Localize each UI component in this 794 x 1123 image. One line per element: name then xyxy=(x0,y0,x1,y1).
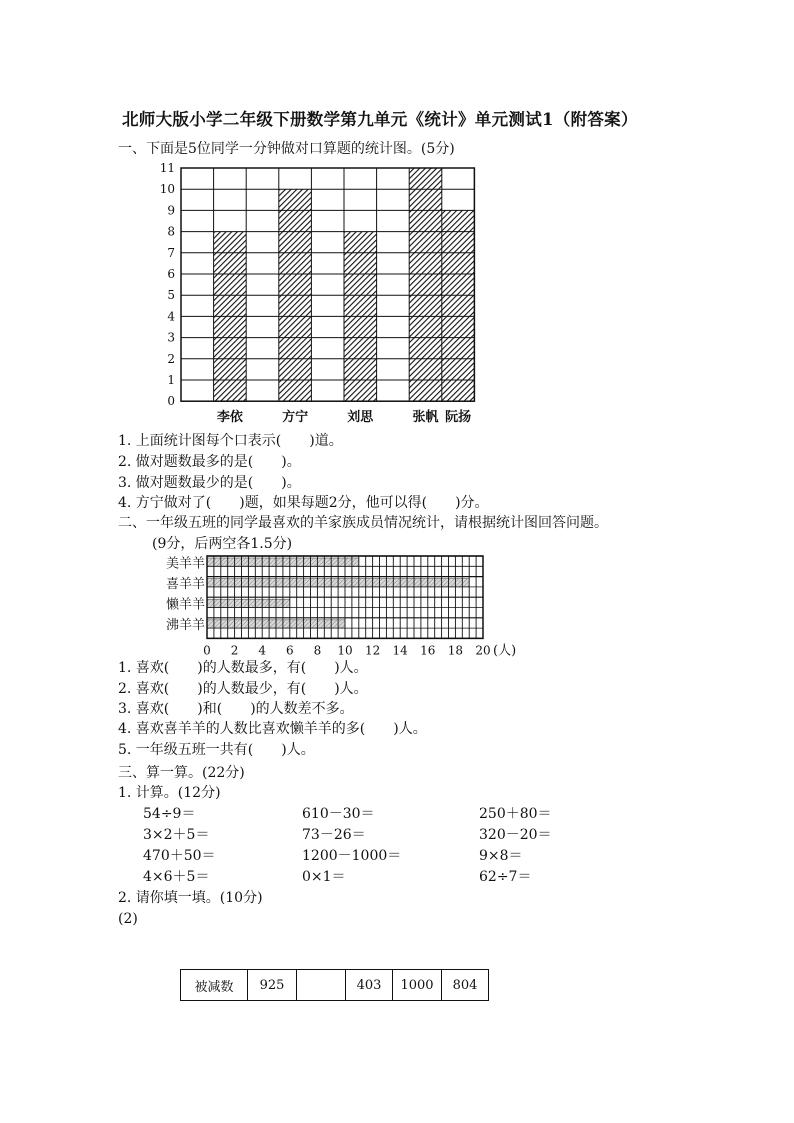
calc-item: 4×6＋5＝ xyxy=(143,869,210,885)
s1-question-3: 3. 做对题数最少的是( )。 xyxy=(118,475,301,491)
calc-item: 62÷7＝ xyxy=(479,869,532,885)
s1-question-1: 1. 上面统计图每个口表示( )道。 xyxy=(118,433,343,449)
s2-question-2: 2. 喜欢( )的人数最少，有( )人。 xyxy=(118,681,368,697)
x-tick-label: 16 xyxy=(420,643,436,657)
page-title: 北师大版小学二年级下册数学第九单元《统计》单元测试1（附答案） xyxy=(122,110,638,129)
x-tick-label: 0 xyxy=(203,643,211,657)
y-tick-label: 3 xyxy=(167,330,175,345)
x-tick-label: 14 xyxy=(392,643,408,657)
section3-heading: 三、算一算。(22分) xyxy=(118,765,245,781)
calc-item: 320－20＝ xyxy=(479,827,552,843)
table-cell: 925 xyxy=(248,970,297,1001)
s1-question-2: 2. 做对题数最多的是( )。 xyxy=(118,454,301,470)
y-tick-label: 9 xyxy=(167,203,175,218)
section1-heading: 一、下面是5位同学一分钟做对口算题的统计图。(5分) xyxy=(118,141,455,157)
table-cell: 1000 xyxy=(393,970,442,1001)
subtraction-table xyxy=(180,969,489,1001)
calc-item: 73－26＝ xyxy=(302,827,366,843)
s2-question-5: 5. 一年级五班一共有( )人。 xyxy=(118,742,315,758)
category-label: 懒羊羊 xyxy=(165,597,205,613)
category-label: 沸羊羊 xyxy=(165,618,205,634)
horizontal-bar-chart xyxy=(150,552,540,657)
vertical-bar-chart xyxy=(150,160,510,430)
s1-question-4: 4. 方宁做对了( )题，如果每题2分，他可以得( )分。 xyxy=(118,495,489,511)
calc-item: 0×1＝ xyxy=(302,869,346,885)
y-tick-label: 1 xyxy=(167,373,175,387)
y-tick-label: 5 xyxy=(167,288,175,303)
x-tick-label: 2 xyxy=(230,643,239,657)
calc-item: 470＋50＝ xyxy=(143,848,216,864)
y-tick-label: 4 xyxy=(167,309,175,324)
x-tick-label: 20 xyxy=(475,643,491,657)
chart-bar xyxy=(442,210,475,401)
table-cell: 804 xyxy=(442,970,489,1001)
x-tick-label: 6 xyxy=(285,643,294,657)
x-tick-label: 8 xyxy=(313,643,322,657)
category-label: 李依 xyxy=(216,410,243,426)
x-tick-label: 18 xyxy=(447,643,464,657)
s2-question-3: 3. 喜欢( )和( )的人数差不多。 xyxy=(118,701,354,717)
section2-heading: 二、一年级五班的同学最喜欢的羊家族成员情况统计，请根据统计图回答问题。 xyxy=(118,515,608,531)
table-row xyxy=(181,970,489,1001)
category-label: 美羊羊 xyxy=(165,556,205,572)
calc-item: 3×2＋5＝ xyxy=(143,827,210,843)
y-tick-label: 8 xyxy=(167,224,175,239)
calc-item: 1200－1000＝ xyxy=(302,848,402,864)
section3-part1-heading: 1. 计算。(12分) xyxy=(118,785,221,801)
x-tick-label: 4 xyxy=(258,643,267,657)
x-tick-label: 12 xyxy=(364,643,381,657)
category-label: 刘思 xyxy=(347,410,374,426)
table-cell-blank[interactable] xyxy=(297,970,346,1001)
table-cell: 403 xyxy=(346,970,393,1001)
section3-part2-heading: 2. 请你填一填。(10分) xyxy=(118,890,263,906)
y-tick-label: 11 xyxy=(159,161,175,175)
category-label: 方宁 xyxy=(282,410,309,426)
calc-item: 54÷9＝ xyxy=(143,806,196,822)
calc-item: 9×8＝ xyxy=(479,848,523,864)
calc-item: 610－30＝ xyxy=(302,806,375,822)
chart-bar xyxy=(409,168,442,401)
calc-item: 250＋80＝ xyxy=(479,806,552,822)
section2-subheading: (9分，后两空各1.5分) xyxy=(152,536,293,552)
section3-part2-sub: (2) xyxy=(118,911,138,927)
table-header-cell: 被减数 xyxy=(181,970,248,1001)
category-label: 阮扬 xyxy=(445,410,472,426)
y-tick-label: 10 xyxy=(159,182,175,197)
y-tick-label: 6 xyxy=(167,267,175,281)
x-tick-label: 10 xyxy=(337,643,353,657)
y-tick-label: 2 xyxy=(167,351,175,366)
s2-question-1: 1. 喜欢( )的人数最多，有( )人。 xyxy=(118,660,368,676)
s2-question-4: 4. 喜欢喜羊羊的人数比喜欢懒羊羊的多( )人。 xyxy=(118,721,427,737)
y-tick-label: 7 xyxy=(167,245,175,260)
x-axis-unit: (人) xyxy=(493,643,517,657)
category-label: 喜羊羊 xyxy=(165,576,205,592)
y-tick-label: 0 xyxy=(167,394,175,409)
category-label: 张帆 xyxy=(412,410,439,426)
